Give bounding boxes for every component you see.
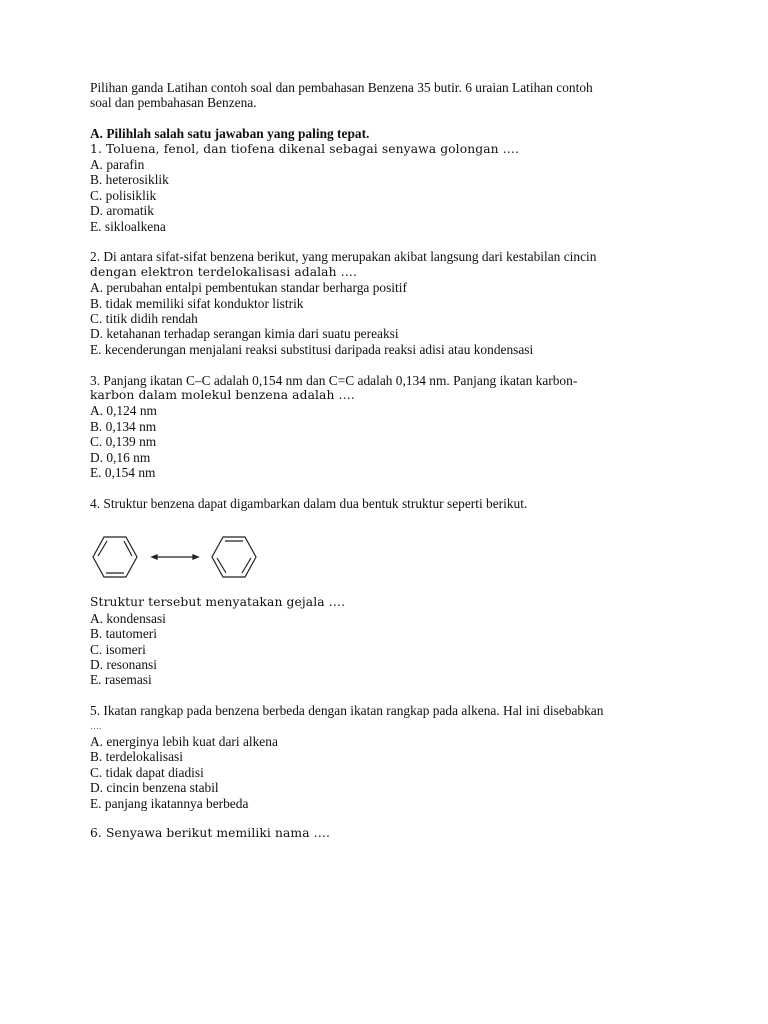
question-2-text-line-1: 2. Di antara sifat-sifat benzena berikut, yang merupakan akibat langsung dari kestabilan cincin bbox=[90, 249, 597, 265]
question-3-option-a: A. 0,124 nm bbox=[90, 403, 157, 419]
document-page bbox=[90, 80, 690, 842]
question-2-option-c: C. titik didih rendah bbox=[90, 311, 198, 327]
spacer bbox=[90, 811, 690, 826]
spacer bbox=[90, 688, 690, 703]
question-3 bbox=[90, 373, 690, 481]
question-4-option-b: B. tautomeri bbox=[90, 626, 157, 642]
question-3-option-d: D. 0,16 nm bbox=[90, 449, 151, 465]
question-2-text-line-2: dengan elektron terdelokalisasi adalah …. bbox=[90, 264, 358, 279]
question-2-option-b: B. tidak memiliki sifat konduktor listrik bbox=[90, 295, 304, 311]
spacer bbox=[90, 357, 690, 372]
question-5-option-b: B. terdelokalisasi bbox=[90, 749, 183, 765]
question-1-option-e: E. sikloalkena bbox=[90, 218, 166, 234]
question-6-text: 6. Senyawa berikut memiliki nama …. bbox=[90, 826, 331, 841]
question-1-option-d: D. aromatik bbox=[90, 203, 154, 219]
question-5-text-line-1: 5. Ikatan rangkap pada benzena berbeda dengan ikatan rangkap pada alkena. Hal ini disebabkan bbox=[90, 703, 604, 719]
question-5-option-d: D. cincin benzena stabil bbox=[90, 780, 219, 796]
question-4-text: 4. Struktur benzena dapat digambarkan dalam dua bentuk struktur seperti berikut. bbox=[90, 495, 528, 511]
question-2 bbox=[90, 249, 690, 357]
question-1-option-a: A. parafin bbox=[90, 157, 145, 173]
question-5-option-a: A. energinya lebih kuat dari alkena bbox=[90, 733, 278, 749]
question-3-text-line-1: 3. Panjang ikatan C–C adalah 0,154 nm dan C=C adalah 0,134 nm. Panjang ikatan karbon- bbox=[90, 372, 578, 388]
intro-line-2: soal dan pembahasan Benzena. bbox=[90, 95, 257, 111]
spacer bbox=[90, 111, 690, 126]
question-5-option-e: E. panjang ikatannya berbeda bbox=[90, 795, 249, 811]
question-1-option-b: B. heterosiklik bbox=[90, 172, 169, 188]
question-3-option-c: C. 0,139 nm bbox=[90, 434, 157, 450]
spacer bbox=[90, 481, 690, 496]
question-2-option-e: E. kecenderungan menjalani reaksi substitusi daripada reaksi adisi atau kondensasi bbox=[90, 341, 534, 357]
question-5-text-line-2: …. bbox=[90, 720, 102, 731]
question-3-option-e: E. 0,154 nm bbox=[90, 465, 156, 481]
section-a-heading: A. Pilihlah salah satu jawaban yang paling tepat. bbox=[90, 126, 370, 142]
question-4-stem: Struktur tersebut menyatakan gejala …. bbox=[90, 595, 346, 610]
question-4-option-e: E. rasemasi bbox=[90, 672, 152, 688]
question-1-text: 1. Toluena, fenol, dan tiofena dikenal sebagai senyawa golongan …. bbox=[90, 141, 520, 156]
question-2-option-d: D. ketahanan terhadap serangan kimia dari suatu pereaksi bbox=[90, 326, 399, 342]
question-3-option-b: B. 0,134 nm bbox=[90, 418, 157, 434]
spacer bbox=[90, 234, 690, 249]
question-2-option-a: A. perubahan entalpi pembentukan standar berharga positif bbox=[90, 280, 407, 296]
benzene-resonance-figure bbox=[90, 527, 690, 589]
question-5 bbox=[90, 703, 690, 811]
question-4-option-d: D. resonansi bbox=[90, 656, 157, 672]
question-6 bbox=[90, 826, 690, 841]
intro-line-1: Pilihan ganda Latihan contoh soal dan pembahasan Benzena 35 butir. 6 uraian Latihan contoh bbox=[90, 80, 593, 95]
question-4 bbox=[90, 496, 690, 688]
question-4-option-a: A. kondensasi bbox=[90, 610, 166, 626]
question-3-text-line-2: karbon dalam molekul benzena adalah …. bbox=[90, 388, 355, 403]
question-1-option-c: C. polisiklik bbox=[90, 187, 157, 203]
question-1 bbox=[90, 142, 690, 234]
benzene-resonance-structures-icon bbox=[90, 527, 270, 589]
question-5-option-c: C. tidak dapat diadisi bbox=[90, 764, 204, 780]
question-4-option-c: C. isomeri bbox=[90, 641, 146, 657]
